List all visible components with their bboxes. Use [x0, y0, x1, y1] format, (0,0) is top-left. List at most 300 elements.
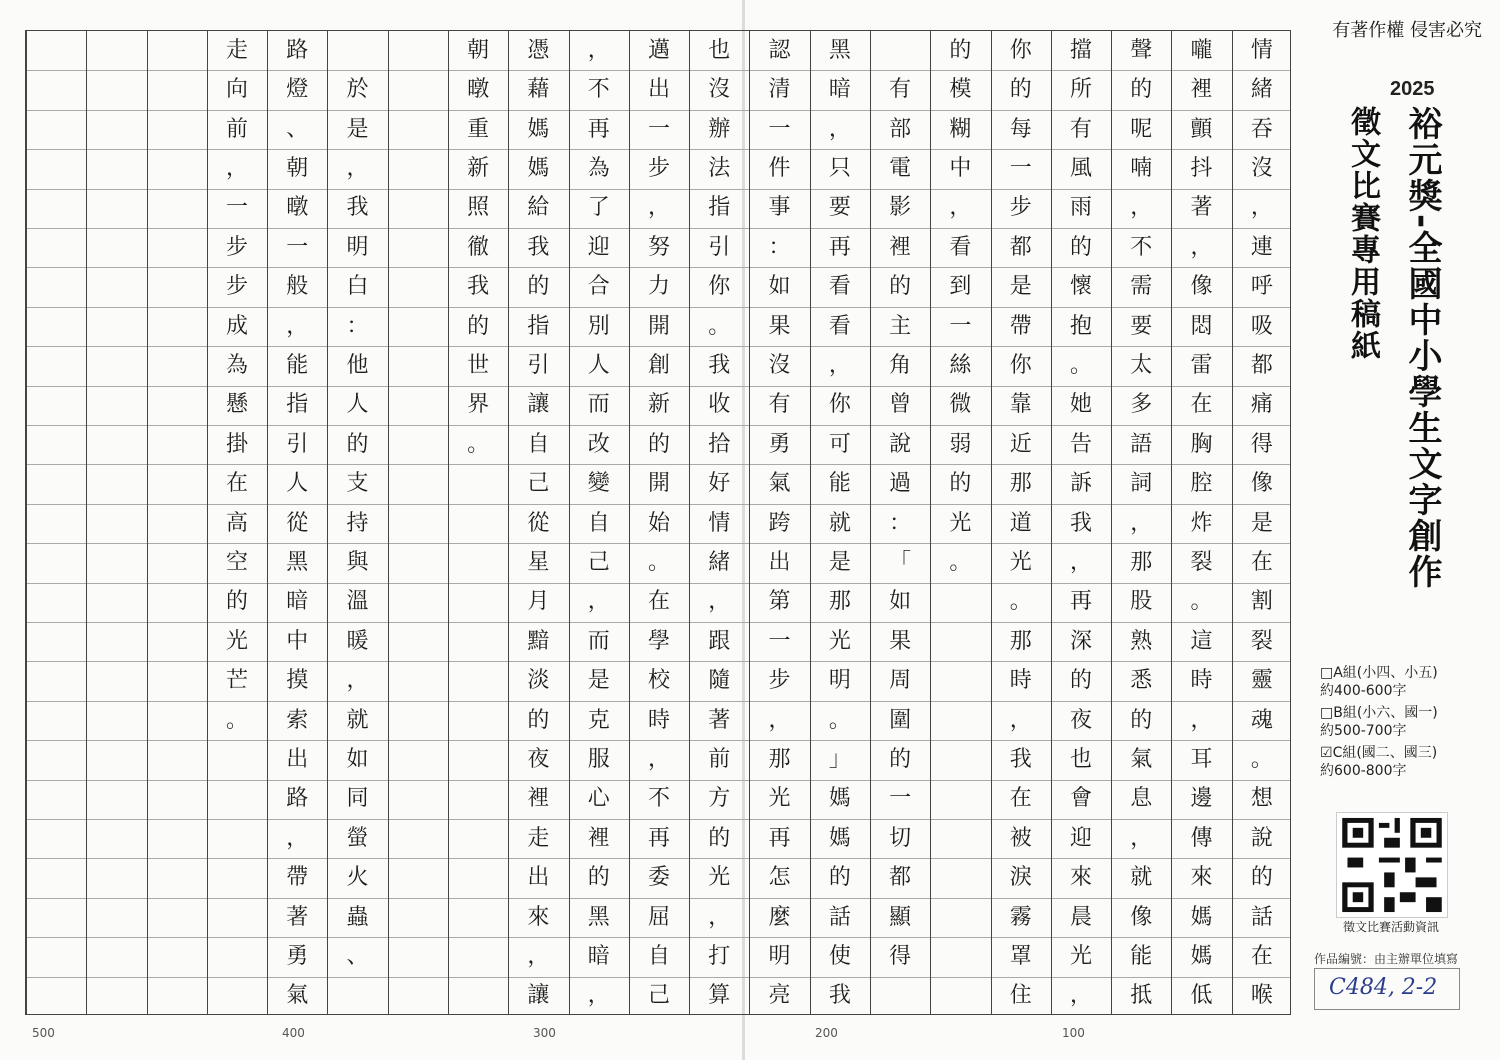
manuscript-char: 角: [889, 352, 912, 378]
manuscript-char: 的: [889, 746, 912, 772]
manuscript-char: 怎: [768, 865, 791, 891]
manuscript-char: 耳: [1190, 746, 1213, 772]
manuscript-char: ，: [587, 983, 610, 1009]
manuscript-char: 光: [949, 510, 972, 536]
manuscript-char: ，: [346, 155, 369, 181]
manuscript-char: 掛: [225, 431, 248, 457]
manuscript-char: 你: [1009, 352, 1032, 378]
manuscript-char: 校: [647, 668, 670, 694]
manuscript-char: 熟: [1130, 628, 1153, 654]
manuscript-char: 的: [225, 589, 248, 615]
manuscript-char: 那: [1009, 628, 1032, 654]
manuscript-char: 。: [1069, 352, 1092, 378]
manuscript-char: ，: [1130, 510, 1153, 536]
manuscript-char: 努: [647, 234, 670, 260]
manuscript-char: 氣: [1130, 746, 1153, 772]
manuscript-char: 有: [768, 392, 791, 418]
manuscript-char: 人: [346, 392, 369, 418]
manuscript-char: ，: [1130, 825, 1153, 851]
manuscript-char: 拾: [708, 431, 731, 457]
manuscript-char: [884, 36, 916, 66]
manuscript-char: 給: [527, 195, 550, 221]
manuscript-char: 裡: [587, 825, 610, 851]
manuscript-char: 暾: [286, 195, 309, 221]
manuscript-char: ，: [587, 589, 610, 615]
manuscript-char: 時: [1190, 668, 1213, 694]
manuscript-char: ，: [527, 943, 550, 969]
manuscript-char: 暖: [346, 628, 369, 654]
manuscript-char: 明: [768, 943, 791, 969]
manuscript-char: 嚨: [1190, 37, 1213, 63]
manuscript-char: 就: [346, 707, 369, 733]
manuscript-char: 空: [225, 549, 248, 575]
manuscript-char: 來: [527, 904, 550, 930]
manuscript-char: 一: [286, 234, 309, 260]
manuscript-char: 暗: [828, 77, 851, 103]
grid-column: [388, 31, 448, 1014]
manuscript-char: 光: [1069, 943, 1092, 969]
manuscript-char: 悶: [1190, 313, 1213, 339]
manuscript-char: 也: [708, 37, 731, 63]
manuscript-char: 勇: [286, 943, 309, 969]
manuscript-char: 的: [1250, 865, 1273, 891]
manuscript-char: 媽: [527, 155, 550, 181]
manuscript-char: 屈: [647, 904, 670, 930]
manuscript-char: 話: [1250, 904, 1273, 930]
manuscript-char: 算: [708, 983, 731, 1009]
manuscript-char: 隨: [708, 668, 731, 694]
manuscript-char: 藉: [527, 77, 550, 103]
manuscript-char: 持: [346, 510, 369, 536]
manuscript-char: 光: [225, 628, 248, 654]
manuscript-char: 星: [527, 549, 550, 575]
contest-year: 2025: [1390, 78, 1435, 100]
manuscript-char: 高: [225, 510, 248, 536]
manuscript-char: 的: [467, 313, 490, 339]
manuscript-char: 路: [286, 37, 309, 63]
manuscript-char: 芒: [225, 668, 248, 694]
manuscript-char: 沒: [708, 77, 731, 103]
manuscript-char: 心: [587, 786, 610, 812]
manuscript-char: 的: [1009, 77, 1032, 103]
manuscript-char: 裂: [1250, 628, 1273, 654]
manuscript-char: ，: [1009, 707, 1032, 733]
manuscript-char: 的: [949, 471, 972, 497]
manuscript-char: 說: [1250, 825, 1273, 851]
manuscript-char: 照: [467, 195, 490, 221]
manuscript-char: 朝: [286, 155, 309, 181]
manuscript-char: 的: [949, 37, 972, 63]
manuscript-char: 同: [346, 786, 369, 812]
manuscript-char: 抵: [1130, 983, 1153, 1009]
manuscript-char: 時: [1009, 668, 1032, 694]
group-option-a[interactable]: □A組(小四、小五) 約400-600字: [1320, 665, 1438, 699]
manuscript-char: 那: [1130, 549, 1153, 575]
manuscript-char: 深: [1069, 628, 1092, 654]
manuscript-char: 弱: [949, 431, 972, 457]
manuscript-char: 顫: [1190, 116, 1213, 142]
manuscript-char: 主: [889, 313, 912, 339]
manuscript-char: 她: [1069, 392, 1092, 418]
manuscript-char: 一: [225, 195, 248, 221]
manuscript-char: 得: [1250, 431, 1273, 457]
manuscript-char: 不: [587, 77, 610, 103]
manuscript-char: 我: [828, 983, 851, 1009]
manuscript-char: 氣: [286, 983, 309, 1009]
manuscript-char: 的: [708, 825, 731, 851]
manuscript-char: 裡: [1190, 77, 1213, 103]
manuscript-char: 明: [346, 234, 369, 260]
manuscript-char: 克: [587, 707, 610, 733]
manuscript-char: 指: [527, 313, 550, 339]
manuscript-char: 。: [949, 549, 972, 575]
manuscript-char: 那: [1009, 471, 1032, 497]
manuscript-char: 如: [346, 746, 369, 772]
manuscript-char: 痛: [1250, 392, 1273, 418]
manuscript-char: 再: [587, 116, 610, 142]
manuscript-char: 是: [828, 549, 851, 575]
manuscript-char: 罩: [1009, 943, 1032, 969]
manuscript-char: 引: [527, 352, 550, 378]
manuscript-char: 只: [828, 155, 851, 181]
manuscript-char: 界: [467, 392, 490, 418]
manuscript-char: 語: [1130, 431, 1153, 457]
manuscript-char: 像: [1130, 904, 1153, 930]
manuscript-char: 被: [1009, 825, 1032, 851]
manuscript-char: 氣: [768, 471, 791, 497]
manuscript-char: 我: [346, 195, 369, 221]
manuscript-char: 新: [467, 155, 490, 181]
manuscript-char: 麼: [768, 904, 791, 930]
manuscript-char: 太: [1130, 352, 1153, 378]
manuscript-char: 那: [828, 589, 851, 615]
manuscript-char: 引: [286, 431, 309, 457]
manuscript-char: 暗: [587, 943, 610, 969]
manuscript-char: 淡: [527, 668, 550, 694]
manuscript-char: 糊: [949, 116, 972, 142]
manuscript-char: 支: [346, 471, 369, 497]
manuscript-char: 影: [889, 195, 912, 221]
group-option-b[interactable]: □B組(小六、國一) 約500-700字: [1320, 705, 1438, 739]
manuscript-char: 明: [828, 668, 851, 694]
manuscript-char: ，: [225, 155, 248, 181]
manuscript-char: 摸: [286, 668, 309, 694]
manuscript-char: 看: [828, 313, 851, 339]
manuscript-char: ，: [949, 195, 972, 221]
manuscript-char: 變: [587, 471, 610, 497]
manuscript-char: 曾: [889, 392, 912, 418]
manuscript-char: 擋: [1069, 37, 1092, 63]
manuscript-char: 雨: [1069, 195, 1092, 221]
manuscript-char: 靠: [1009, 392, 1032, 418]
manuscript-char: 一: [1009, 155, 1032, 181]
manuscript-char: 裡: [889, 234, 912, 260]
manuscript-char: 一: [647, 116, 670, 142]
manuscript-char: ，: [1069, 549, 1092, 575]
manuscript-char: 像: [1250, 471, 1273, 497]
manuscript-char: 指: [708, 195, 731, 221]
manuscript-char: 喃: [1130, 155, 1153, 181]
manuscript-char: 炸: [1190, 510, 1213, 536]
manuscript-char: ，: [1190, 707, 1213, 733]
manuscript-char: 出: [768, 549, 791, 575]
manuscript-char: 他: [346, 352, 369, 378]
manuscript-char: 如: [889, 589, 912, 615]
manuscript-char: 果: [889, 628, 912, 654]
manuscript-char: 我: [467, 274, 490, 300]
manuscript-char: ，: [346, 668, 369, 694]
manuscript-char: [342, 36, 374, 66]
manuscript-char: 我: [527, 234, 550, 260]
manuscript-char: 從: [527, 510, 550, 536]
manuscript-char: ，: [768, 707, 791, 733]
manuscript-char: 需: [1130, 274, 1153, 300]
contest-subtitle: 徵文比賽專用稿紙: [1345, 106, 1380, 362]
manuscript-char: 溫: [346, 589, 369, 615]
manuscript-char: ：: [889, 510, 912, 536]
manuscript-char: 朝: [467, 37, 490, 63]
manuscript-char: 所: [1069, 77, 1092, 103]
manuscript-char: 。: [1009, 589, 1032, 615]
manuscript-char: 也: [1069, 746, 1092, 772]
manuscript-char: 媽: [527, 116, 550, 142]
manuscript-char: 一: [768, 628, 791, 654]
manuscript-char: 來: [1069, 865, 1092, 891]
manuscript-char: 風: [1069, 155, 1092, 181]
manuscript-char: 。: [647, 549, 670, 575]
manuscript-char: 靈: [1250, 668, 1273, 694]
manuscript-char: 在: [225, 471, 248, 497]
manuscript-char: 悉: [1130, 668, 1153, 694]
manuscript-char: ，: [708, 904, 731, 930]
manuscript-char: 腔: [1190, 471, 1213, 497]
manuscript-char: 懸: [225, 392, 248, 418]
manuscript-char: 燈: [286, 77, 309, 103]
manuscript-char: 低: [1190, 983, 1213, 1009]
serial-label: 作品編號：由主辦單位填寫: [1314, 952, 1459, 966]
manuscript-char: 呢: [1130, 116, 1153, 142]
manuscript-char: 是: [1250, 510, 1273, 536]
manuscript-char: 吸: [1250, 313, 1273, 339]
manuscript-char: 時: [647, 707, 670, 733]
manuscript-char: 光: [1009, 549, 1032, 575]
manuscript-char: 在: [1190, 392, 1213, 418]
manuscript-char: 迎: [587, 234, 610, 260]
manuscript-char: 蟲: [346, 904, 369, 930]
manuscript-char: 走: [527, 825, 550, 851]
manuscript-char: 話: [828, 904, 851, 930]
manuscript-char: 的: [1069, 234, 1092, 260]
manuscript-char: 情: [1250, 37, 1273, 63]
manuscript-char: 徹: [467, 234, 490, 260]
manuscript-char: 讓: [527, 983, 550, 1009]
manuscript-char: 如: [768, 274, 791, 300]
manuscript-char: 的: [346, 431, 369, 457]
manuscript-char: 。: [708, 313, 731, 339]
manuscript-char: 向: [225, 77, 248, 103]
qr-code-icon: [1336, 812, 1448, 918]
manuscript-char: 火: [346, 865, 369, 891]
manuscript-char: 清: [768, 77, 791, 103]
manuscript-char: 能: [286, 352, 309, 378]
manuscript-char: 沒: [1250, 155, 1273, 181]
manuscript-char: 的: [527, 274, 550, 300]
manuscript-char: 般: [286, 274, 309, 300]
manuscript-char: 。: [225, 707, 248, 733]
manuscript-char: 「: [889, 549, 912, 575]
grid-column: [86, 31, 146, 1014]
manuscript-char: 再: [647, 825, 670, 851]
manuscript-char: 步: [647, 155, 670, 181]
manuscript-char: 步: [225, 274, 248, 300]
manuscript-char: 有: [889, 77, 912, 103]
manuscript-char: 了: [587, 195, 610, 221]
manuscript-char: 白: [346, 274, 369, 300]
manuscript-char: 你: [708, 274, 731, 300]
manuscript-char: ，: [286, 825, 309, 851]
manuscript-char: 第: [768, 589, 791, 615]
manuscript-char: 傳: [1190, 825, 1213, 851]
manuscript-char: 一: [768, 116, 791, 142]
manuscript-char: 是: [346, 116, 369, 142]
manuscript-char: 路: [286, 786, 309, 812]
manuscript-char: 人: [587, 352, 610, 378]
manuscript-char: 。: [828, 707, 851, 733]
manuscript-char: 自: [587, 510, 610, 536]
manuscript-char: 使: [828, 943, 851, 969]
manuscript-char: 的: [527, 707, 550, 733]
manuscript-char: 雷: [1190, 352, 1213, 378]
manuscript-char: ，: [1069, 983, 1092, 1009]
manuscript-char: 媽: [1190, 943, 1213, 969]
manuscript-char: 喉: [1250, 983, 1273, 1009]
manuscript-char: 著: [1190, 195, 1213, 221]
manuscript-char: 新: [647, 392, 670, 418]
manuscript-char: 改: [587, 431, 610, 457]
manuscript-char: 息: [1130, 786, 1153, 812]
manuscript-char: 的: [828, 865, 851, 891]
manuscript-char: 出: [527, 865, 550, 891]
manuscript-char: 方: [708, 786, 731, 812]
manuscript-char: 股: [1130, 589, 1153, 615]
grid-column: [26, 31, 86, 1014]
manuscript-char: 呼: [1250, 274, 1273, 300]
manuscript-char: 黑: [286, 549, 309, 575]
manuscript-char: 電: [889, 155, 912, 181]
group-options: [1320, 664, 1438, 784]
manuscript-char: 著: [708, 707, 731, 733]
manuscript-char: 開: [647, 471, 670, 497]
manuscript-char: 」: [828, 746, 851, 772]
manuscript-char: 晨: [1069, 904, 1092, 930]
manuscript-char: 懷: [1069, 274, 1092, 300]
manuscript-char: 勇: [768, 431, 791, 457]
manuscript-char: 的: [889, 274, 912, 300]
manuscript-char: 己: [527, 471, 550, 497]
manuscript-char: 連: [1250, 234, 1273, 260]
contest-title: 裕元獎-全國中小學生文字創作: [1402, 106, 1442, 591]
manuscript-char: 是: [1009, 274, 1032, 300]
manuscript-char: ，: [828, 116, 851, 142]
manuscript-char: 來: [1190, 865, 1213, 891]
manuscript-char: 要: [1130, 313, 1153, 339]
manuscript-char: 始: [647, 510, 670, 536]
manuscript-char: 魂: [1250, 707, 1273, 733]
manuscript-char: 都: [1250, 352, 1273, 378]
manuscript-char: 過: [889, 471, 912, 497]
manuscript-char: 媽: [828, 825, 851, 851]
manuscript-char: 己: [647, 983, 670, 1009]
manuscript-char: 重: [467, 116, 490, 142]
manuscript-char: 自: [647, 943, 670, 969]
manuscript-char: 會: [1069, 786, 1092, 812]
manuscript-char: 我: [1009, 746, 1032, 772]
manuscript-char: 微: [949, 392, 972, 418]
manuscript-char: 好: [708, 471, 731, 497]
manuscript-char: 引: [708, 234, 731, 260]
manuscript-char: 辦: [708, 116, 731, 142]
grid-column: [147, 31, 207, 1014]
manuscript-char: ，: [828, 352, 851, 378]
manuscript-char: 為: [587, 155, 610, 181]
manuscript-char: 前: [708, 746, 731, 772]
manuscript-char: 的: [1130, 77, 1153, 103]
manuscript-char: ，: [286, 313, 309, 339]
manuscript-char: 都: [889, 865, 912, 891]
manuscript-char: 暗: [286, 589, 309, 615]
manuscript-char: 得: [889, 943, 912, 969]
manuscript-char: 能: [1130, 943, 1153, 969]
group-option-c[interactable]: ☑C組(國二、國三) 約600-800字: [1320, 745, 1438, 779]
manuscript-char: 黯: [527, 628, 550, 654]
manuscript-char: 是: [587, 668, 610, 694]
manuscript-char: 合: [587, 274, 610, 300]
manuscript-char: 我: [1069, 510, 1092, 536]
manuscript-char: 邊: [1190, 786, 1213, 812]
manuscript-char: ：: [768, 234, 791, 260]
manuscript-char: 創: [647, 352, 670, 378]
manuscript-char: 帶: [1009, 313, 1032, 339]
manuscript-char: 跨: [768, 510, 791, 536]
manuscript-char: 我: [708, 352, 731, 378]
manuscript-char: 住: [1009, 983, 1032, 1009]
manuscript-char: ，: [1130, 195, 1153, 221]
manuscript-char: 圍: [889, 707, 912, 733]
manuscript-char: 的: [1069, 668, 1092, 694]
manuscript-char: 裡: [527, 786, 550, 812]
manuscript-char: 不: [1130, 234, 1153, 260]
manuscript-char: 從: [286, 510, 309, 536]
manuscript-char: 切: [889, 825, 912, 851]
manuscript-char: 再: [768, 825, 791, 851]
manuscript-char: 、: [286, 116, 309, 142]
manuscript-char: 沒: [768, 352, 791, 378]
manuscript-char: 委: [647, 865, 670, 891]
manuscript-char: 認: [768, 37, 791, 63]
manuscript-char: 詞: [1130, 471, 1153, 497]
manuscript-char: 著: [286, 904, 309, 930]
manuscript-char: 你: [828, 392, 851, 418]
manuscript-char: 媽: [1190, 904, 1213, 930]
manuscript-char: 力: [647, 274, 670, 300]
manuscript-char: 說: [889, 431, 912, 457]
manuscript-char: 看: [949, 234, 972, 260]
manuscript-char: 在: [1250, 943, 1273, 969]
manuscript-char: 每: [1009, 116, 1032, 142]
manuscript-char: 世: [467, 352, 490, 378]
manuscript-char: 吞: [1250, 116, 1273, 142]
manuscript-char: 服: [587, 746, 610, 772]
